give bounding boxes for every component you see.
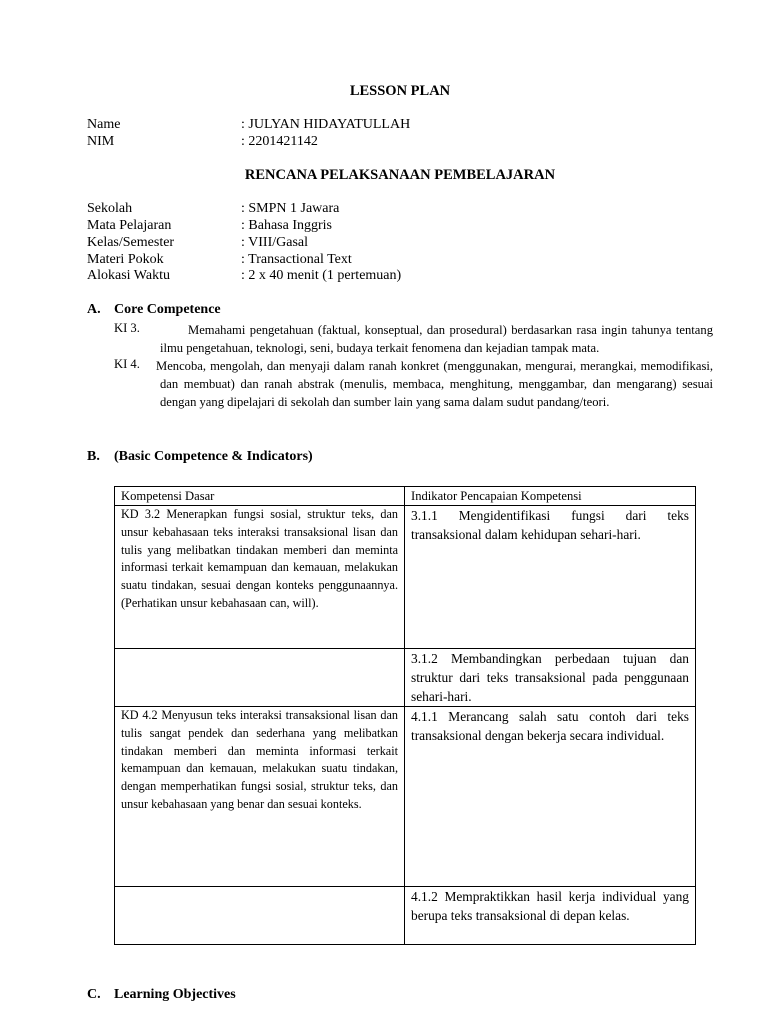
nim-value: : 2201421142 (241, 134, 318, 149)
kd-cell (115, 887, 405, 945)
section-c-title: Learning Objectives (114, 987, 236, 1002)
school-label: Sekolah (87, 201, 133, 216)
indicator-cell: 4.1.1 Merancang salah satu contoh dari teks transaksional dengan bekerja secara individual. (405, 707, 696, 887)
class-value: : VIII/Gasal (241, 235, 308, 250)
subject-label: Mata Pelajaran (87, 218, 172, 233)
kd-cell: KD 3.2 Menerapkan fungsi sosial, struktur teks, dan unsur kebahasaan teks interaksi transaksional lisan dan tulis yang melibatkan tindakan memberi dan meminta informasi terkait kemampuan dan kemauan, melakukan suatu tindakan, sesuai dengan konteks penggunaannya. (Perhatikan unsur kebahasaan can, will). (115, 506, 405, 649)
indicator-cell: 4.1.2 Mempraktikkan hasil kerja individual yang berupa teks transaksional di depan kelas. (405, 887, 696, 945)
ki4-text: Mencoba, mengolah, dan menyaji dalam ranah konkret (menggunakan, mengurai, merangkai, memodifikasi, dan membuat) dan ranah abstrak (menulis, membaca, menghitung, menggambar, dan mengarang) sesuai dengan yang dipelajari di sekolah dan sumber lain yang sama dalam sudut pandang/teori. (156, 359, 713, 409)
indicator-cell: 3.1.1 Mengidentifikasi fungsi dari teks transaksional dalam kehidupan sehari-hari. (405, 506, 696, 649)
indicator-cell: 3.1.2 Membandingkan perbedaan tujuan dan struktur dari teks transaksional pada penggunaan sehari-hari. (405, 649, 696, 707)
document-subtitle: RENCANA PELAKSANAAN PEMBELAJARAN (244, 167, 556, 183)
kd-cell: KD 4.2 Menyusun teks interaksi transaksional lisan dan tulis sangat pendek dan sederhana yang melibatkan tindakan memberi dan meminta informasi terkait kemampuan dan kemauan, melakukan suatu tindakan, dengan memperhatikan fungsi sosial, struktur teks, dan unsur kebahasaan yang benar dan sesuai konteks. (115, 707, 405, 887)
column-header-indicator: Indikator Pencapaian Kompetensi (405, 487, 696, 506)
table-row (115, 649, 696, 707)
name-label: Name (87, 117, 121, 132)
school-value: : SMPN 1 Jawara (241, 201, 340, 216)
ki3-text: Memahami pengetahuan (faktual, konseptual, dan prosedural) berdasarkan rasa ingin tahunya tentang ilmu pengetahuan, teknologi, seni, budaya terkait fenomena dan kejadian tampak mata. (160, 323, 713, 355)
material-label: Materi Pokok (87, 252, 164, 267)
nim-label: NIM (87, 134, 115, 149)
material-value: : Transactional Text (241, 252, 352, 267)
time-label: Alokasi Waktu (87, 268, 170, 283)
ki4-number: KI 4. (114, 357, 140, 371)
section-a-title: Core Competence (114, 302, 221, 317)
section-b-title: (Basic Competence & Indicators) (114, 449, 313, 464)
class-label: Kelas/Semester (87, 235, 175, 250)
table-header-row (115, 487, 696, 506)
table-row (115, 506, 696, 649)
section-b-letter: B. (87, 449, 100, 464)
name-value: : JULYAN HIDAYATULLAH (241, 117, 411, 132)
ki3-number: KI 3. (114, 321, 140, 335)
time-value: : 2 x 40 menit (1 pertemuan) (241, 268, 402, 283)
document-title: LESSON PLAN (349, 83, 451, 99)
subject-value: : Bahasa Inggris (241, 218, 332, 233)
section-c-letter: C. (87, 987, 101, 1002)
column-header-kd: Kompetensi Dasar (115, 487, 405, 506)
section-a-letter: A. (87, 302, 101, 317)
table-row (115, 707, 696, 887)
table-row (115, 887, 696, 945)
kd-cell (115, 649, 405, 707)
competence-table (114, 486, 696, 945)
